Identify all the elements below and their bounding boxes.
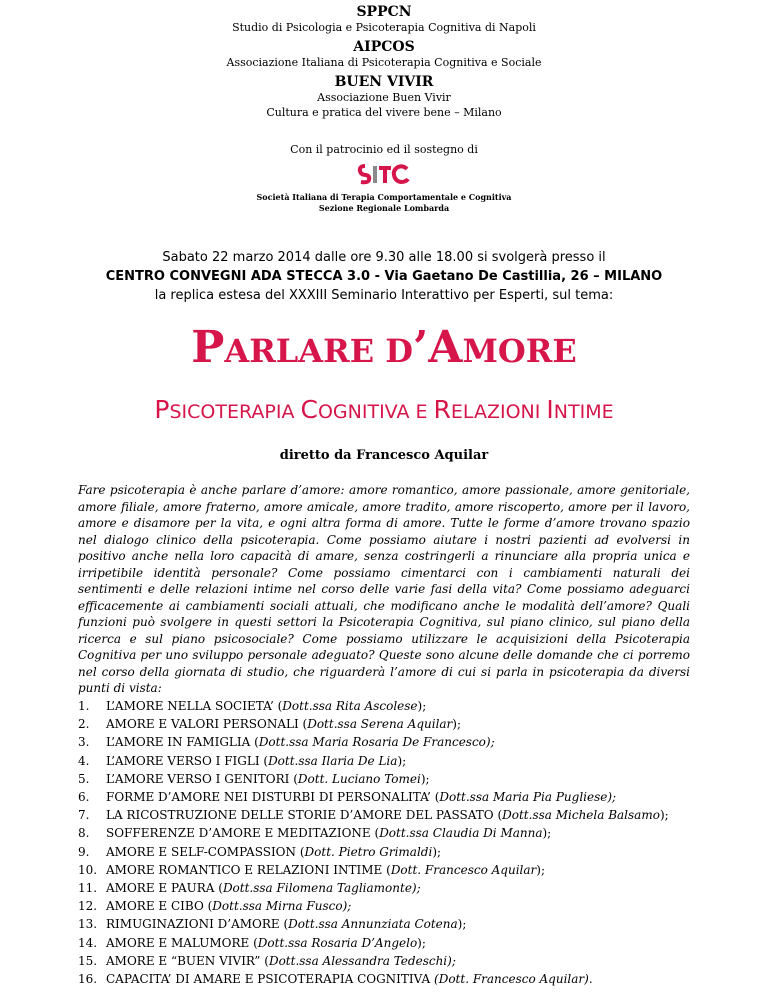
list-item-title: AMORE E CIBO [106, 899, 204, 914]
list-item: 13. RIMUGINAZIONI D’AMORE (Dott.ssa Annunziata Cotena); [78, 915, 698, 933]
director-line: diretto da Francesco Aquilar [279, 448, 489, 463]
event-topic-line: la replica estesa del XXXIII Seminario Interattivo per Esperti, sul tema: [154, 288, 614, 303]
event-venue: CENTRO CONVEGNI ADA STECCA 3.0 - Via Gaetano De Castillia, 26 – MILANO [105, 269, 663, 284]
list-item-speaker: Dott.ssa Rosaria D’Angelo [257, 935, 418, 950]
list-item-number: 4. [78, 753, 90, 768]
list-item-speaker: Dott.ssa Alessandra Tedeschi); [268, 953, 456, 968]
list-item-title: FORME D’AMORE NEI DISTURBI DI PERSONALITA’ [106, 790, 431, 805]
list-item-title: AMORE ROMANTICO E RELAZIONI INTIME [106, 862, 383, 877]
org-description: Studio di Psicologia e Psicoterapia Cognitiva di Napoli [232, 21, 536, 34]
list-item: 7. LA RICOSTRUZIONE DELLE STORIE D’AMORE DEL PASSATO (Dott.ssa Michela Balsamo); [78, 806, 698, 824]
list-item-speaker: Dott. Pietro Grimaldi [304, 844, 433, 859]
list-item-end: ); [417, 935, 426, 950]
list-item-speaker: Dott. Francesco Aquilar [390, 862, 537, 877]
list-item: 5. L’AMORE VERSO I GENITORI (Dott. Luciano Tomei); [78, 770, 698, 788]
list-item-title: RIMUGINAZIONI D’AMORE [106, 917, 280, 932]
list-item-end: ); [417, 699, 427, 713]
list-item-speaker: Dott. Luciano Tomei [297, 771, 421, 786]
list-item-title: AMORE E “BUEN VIVIR” [106, 953, 261, 968]
list-item-number: 1. [78, 699, 90, 713]
org-buen-vivir [0, 74, 768, 120]
list-item-number: 9. [78, 844, 90, 859]
list-item-end: ); [432, 844, 442, 859]
list-item-number: 7. [78, 808, 90, 823]
list-item-number: 6. [78, 790, 90, 805]
org-description: Associazione Italiana di Psicoterapia Cognitiva e Sociale [226, 56, 542, 69]
page-subtitle: PSICOTERAPIA COGNITIVA E RELAZIONI INTIME [154, 395, 614, 424]
list-item-number: 3. [78, 735, 90, 750]
org-description: Associazione Buen Vivir [317, 91, 451, 104]
sitc-logo [357, 160, 411, 188]
list-item-speaker: Dott.ssa Maria Pia Pugliese); [439, 790, 617, 805]
list-item: 11. AMORE E PAURA (Dott.ssa Filomena Tagliamonte); [78, 879, 698, 897]
list-item-title: AMORE E VALORI PERSONALI [106, 717, 299, 732]
list-item-end: ); [452, 717, 462, 732]
logo-caption: Sezione Regionale Lombarda [318, 203, 450, 213]
list-item-speaker: Dott.ssa Ilaria De Lia [268, 753, 398, 768]
list-item: 3. L’AMORE IN FAMIGLIA (Dott.ssa Maria Rosaria De Francesco); [78, 733, 698, 751]
list-item-title: SOFFERENZE D’AMORE E MEDITAZIONE [106, 826, 371, 841]
list-item: 4. L’AMORE VERSO I FIGLI (Dott.ssa Ilaria De Lia); [78, 752, 698, 770]
list-item-speaker: Dott.ssa Claudia Di Manna [379, 826, 543, 841]
list-item-speaker: Dott.ssa Mirna Fusco); [212, 899, 352, 914]
event-intro [0, 248, 768, 305]
list-item-speaker: Dott.ssa Annunziata Cotena [288, 917, 458, 932]
list-item-title: LA RICOSTRUZIONE DELLE STORIE D’AMORE DEL PASSATO [106, 808, 494, 823]
list-item: 8. SOFFERENZE D’AMORE E MEDITAZIONE (Dott.ssa Claudia Di Manna); [78, 824, 698, 842]
list-item-end: ); [659, 808, 669, 823]
list-item: 9. AMORE E SELF-COMPASSION (Dott. Pietro Grimaldi); [78, 843, 698, 861]
sponsor-line: Con il patrocinio ed il sostegno di [290, 143, 478, 156]
list-item-number: 13. [78, 917, 98, 932]
page-title: PARLARE D’AMORE [191, 322, 577, 373]
list-item: 14. AMORE E MALUMORE (Dott.ssa Rosaria D’Angelo); [78, 934, 698, 952]
list-item-speaker: Dott.ssa Serena Aquilar [307, 717, 453, 732]
list-item: 1. L’AMORE NELLA SOCIETA’ (Dott.ssa Rita Ascolese); [78, 697, 698, 715]
org-name: AIPCOS [353, 39, 415, 55]
org-name: BUEN VIVIR [334, 74, 434, 90]
list-item-speaker: Dott.ssa Michela Balsamo [502, 808, 660, 823]
org-sppcn [0, 4, 768, 35]
topic-list [78, 697, 698, 988]
list-item-speaker: (Dott. Francesco Aquilar). [434, 972, 593, 987]
list-item-speaker: Dott.ssa Maria Rosaria De Francesco); [258, 735, 495, 750]
list-item-end: ); [542, 826, 552, 841]
list-item-number: 10. [78, 862, 98, 877]
list-item-title: CAPACITA’ DI AMARE E PSICOTERAPIA COGNITIVA [106, 972, 431, 987]
org-name: SPPCN [356, 4, 412, 20]
list-item-speaker: Dott.ssa Filomena Tagliamonte); [222, 881, 421, 896]
list-item-number: 16. [78, 972, 98, 987]
list-item-title: L’AMORE VERSO I GENITORI [106, 771, 290, 786]
list-item [78, 970, 698, 988]
list-item-number: 12. [78, 899, 98, 914]
list-item: 12. AMORE E CIBO (Dott.ssa Mirna Fusco); [78, 897, 698, 915]
list-item-number: 8. [78, 826, 90, 841]
list-item: 2. AMORE E VALORI PERSONALI (Dott.ssa Serena Aquilar); [78, 715, 698, 733]
list-item-number: 11. [78, 881, 98, 896]
org-description: Cultura e pratica del vivere bene – Milano [266, 106, 502, 119]
list-item-number: 15. [78, 953, 98, 968]
list-item-title: AMORE E SELF-COMPASSION [106, 844, 297, 859]
event-date-line: Sabato 22 marzo 2014 dalle ore 9.30 alle 18.00 si svolgerà presso il [162, 250, 606, 265]
abstract-paragraph: Fare psicoterapia è anche parlare d’amore: amore romantico, amore passionale, amore genitoriale, amore filiale, amore fraterno, amore amicale, amore tradito, amore riscoperto, amore per il lavoro, amore e disamore per la vita, e ogni altra forma di amore. Tutte le forme d’amore trovano spazio nel dialogo clinico della psicoterapia. Come possiamo aiutare i nostri pazienti ad evolversi in positivo anche nella loro capacità di amare, senza costringerli a rinunciare alla propria unica e irripetibile identità personale? Come possiamo cimentarci con i cambiamenti naturali dei sentimenti e delle relazioni intime nel corso delle varie fasi della vita? Come possiamo adeguarci efficacemente ai cambiamenti sociali attuali, che modificano anche le modalità dell’amore? Quali funzioni può svolgere in questi settori la Psicoterapia Cognitiva, sul piano clinico, sul piano della ricerca e sul piano psicosociale? Come possiamo utilizzare le acquisizioni della Psicoterapia Cognitiva per uno sviluppo personale adeguato? Queste sono alcune delle domande che ci porremo nel corso della giornata di studio, che riguarderà l’amore di cui si parla in psicoterapia da diversi punti di vista: [78, 483, 690, 695]
list-item-title: AMORE E PAURA [106, 881, 215, 896]
list-item: 15. AMORE E “BUEN VIVIR” (Dott.ssa Alessandra Tedeschi); [78, 952, 698, 970]
list-item-number: 5. [78, 771, 90, 786]
list-item-number: 2. [78, 717, 90, 732]
list-item: 10. AMORE ROMANTICO E RELAZIONI INTIME (Dott. Francesco Aquilar); [78, 861, 698, 879]
list-item-end: ); [536, 862, 545, 877]
list-item-title: L’AMORE VERSO I FIGLI [106, 753, 260, 768]
list-item-title: L’AMORE IN FAMIGLIA [106, 735, 251, 750]
list-item-number: 14. [78, 935, 98, 950]
list-item: 6. FORME D’AMORE NEI DISTURBI DI PERSONALITA’ (Dott.ssa Maria Pia Pugliese); [78, 788, 698, 806]
list-item-end: ); [457, 917, 467, 932]
org-aipcos [0, 39, 768, 70]
list-item-title: L’AMORE NELLA SOCIETA’ [106, 699, 274, 713]
logo-caption: Società Italiana di Terapia Comportamentale e Cognitiva [256, 192, 512, 202]
list-item-title: AMORE E MALUMORE [106, 935, 250, 950]
list-item-speaker: Dott.ssa Rita Ascolese [282, 699, 418, 713]
list-item-end: ); [397, 753, 407, 768]
list-item-end: ); [420, 771, 430, 786]
sitc-logo-block [0, 160, 768, 214]
